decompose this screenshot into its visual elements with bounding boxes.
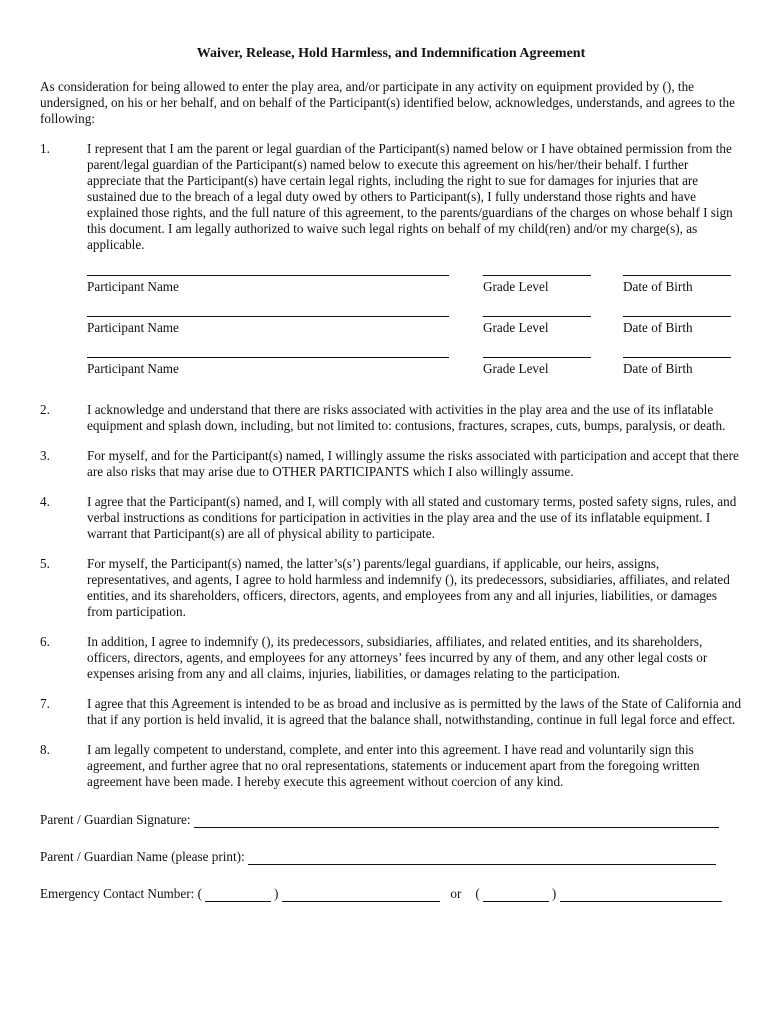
participant-row-1 [40,263,742,304]
or-label: or [450,886,462,901]
emergency-contact-label: Emergency Contact Number: ( [40,886,202,901]
clause-number: 6. [40,634,50,649]
participant-name-label: Participant Name [87,361,179,376]
participant-name-line[interactable] [87,275,449,276]
guardian-name-label: Parent / Guardian Name (please print): [40,849,245,864]
clause-text: I agree that this Agreement is intended to be as broad and inclusive as is permitted by the laws of the State of California and that if any portion is held invalid, it is agreed that the balance shall, notwithstanding, continue in full legal force and effect. [87,696,742,727]
clause-8 [40,742,742,790]
clause-5 [40,556,742,620]
clause-6 [40,634,742,682]
clause-number: 8. [40,742,50,757]
paren-open-2: ( [475,886,480,901]
grade-level-label: Grade Level [483,320,549,335]
paren-close-2: ) [551,886,557,901]
grade-level-line[interactable] [483,275,591,276]
paren-close-1: ) [274,886,279,901]
guardian-name-line[interactable] [248,851,716,865]
clause-number: 2. [40,402,50,417]
area-code-line-1[interactable] [205,888,271,902]
date-of-birth-line[interactable] [623,357,731,358]
signature-label: Parent / Guardian Signature: [40,812,191,827]
clause-3 [40,448,742,480]
clause-text: I am legally competent to understand, complete, and enter into this agreement. I have read and voluntarily sign this agreement, and further agree that no oral representations, statements or inducement apart from the foregoing written agreement have been made. I hereby execute this agreement without coercion of any kind. [87,742,700,789]
document-title: Waiver, Release, Hold Harmless, and Indemnification Agreement [196,46,586,61]
grade-level-label: Grade Level [483,361,549,376]
clause-4 [40,494,742,542]
grade-level-line[interactable] [483,316,591,317]
guardian-name-row [40,849,742,865]
participant-rows [40,263,742,386]
clause-text: For myself, and for the Participant(s) named, I willingly assume the risks associated with participation and accept that there are also risks that may arise due to OTHER PARTICIPANTS which I also willingly assume. [87,448,739,479]
clause-2 [40,402,742,434]
phone-number-line-2[interactable] [560,888,722,902]
clause-text: I agree that the Participant(s) named, and I, will comply with all stated and customary terms, posted safety signs, rules, and verbal instructions as conditions for participation in activities in the play area and the use of its inflatable equipment. I warrant that Participant(s) are all of physical ability to participate. [87,494,737,541]
clause-number: 1. [40,141,50,156]
clause-text: I acknowledge and understand that there are risks associated with activities in the play area and the use of its inflatable equipment and splash down, including, but not limited to: contusions, fractures, scrapes, cuts, bumps, paralysis, or death. [87,402,726,433]
date-of-birth-line[interactable] [623,275,731,276]
clause-number: 3. [40,448,50,463]
date-of-birth-label: Date of Birth [623,361,693,376]
signature-line[interactable] [194,814,719,828]
participant-name-label: Participant Name [87,320,179,335]
clause-1 [40,141,742,253]
participant-name-label: Participant Name [87,279,179,294]
participant-row-2 [40,304,742,345]
participant-row-3 [40,345,742,386]
date-of-birth-line[interactable] [623,316,731,317]
clause-text: In addition, I agree to indemnify (), its predecessors, subsidiaries, affiliates, and related entities, and its shareholders, officers, directors, agents, and employees for any attorneys’ fees incurred by any of them, and any other legal costs or expenses arising from any and all claims, injuries, liabilities, or damages relating to the participation. [87,634,708,681]
grade-level-line[interactable] [483,357,591,358]
date-of-birth-label: Date of Birth [623,279,693,294]
date-of-birth-label: Date of Birth [623,320,693,335]
area-code-line-2[interactable] [483,888,549,902]
participant-name-line[interactable] [87,316,449,317]
phone-number-line-1[interactable] [282,888,440,902]
signature-row [40,812,742,828]
participant-name-line[interactable] [87,357,449,358]
emergency-contact-row [40,886,742,902]
intro-paragraph: As consideration for being allowed to enter the play area, and/or participate in any activity on equipment provided by (), the undersigned, on his or her behalf, and on behalf of the Participant(s) identified below, acknowledges, understands, and agrees to the following: [40,79,735,126]
clause-number: 4. [40,494,50,509]
clause-number: 7. [40,696,50,711]
clause-7 [40,696,742,728]
clause-text: For myself, the Participant(s) named, the latter’s(s’) parents/legal guardians, if applicable, our heirs, assigns, representatives, and agents, I agree to hold harmless and indemnify (), its predecessors, subsidiaries, affiliates, and related entities, and its shareholders, officers, directors, agents, and employees from any and all injuries, liabilities, or damages from participation. [87,556,730,619]
grade-level-label: Grade Level [483,279,549,294]
clause-text: I represent that I am the parent or legal guardian of the Participant(s) named below or I have obtained permission from the parent/legal guardian of the Participant(s) named below to execute this agreement on his/her/their behalf. I further appreciate that the Participant(s) have certain legal rights, including the right to sue for damages for injuries that are sustained due to the breach of a legal duty owed by others to Participant(s), I fully understand those rights and have explained those rights, and the full nature of this agreement, to the parents/guardians of the charges on whose behalf I sign this document. I am legally authorized to waive such legal rights on behalf of my child(ren) and/or my charge(s), as applicable. [87,141,733,252]
clause-number: 5. [40,556,50,571]
